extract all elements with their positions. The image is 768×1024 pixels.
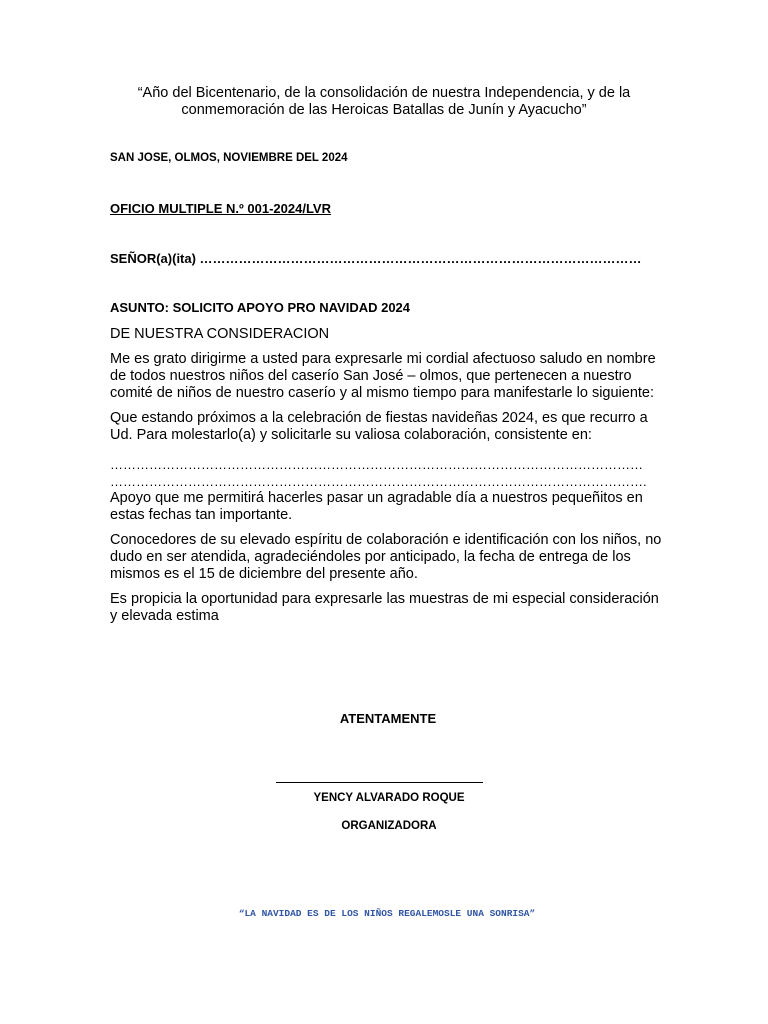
header-motto: “Año del Bicentenario, de la consolidación de nuestra Independencia, y de la conmemoración de las Heroicas Batallas de Junín y Ayacucho” [137, 85, 631, 118]
addressee-line: SEÑOR(a)(ita) ………………………………………………………………………………………… [110, 251, 642, 266]
salutation: DE NUESTRA CONSIDERACION [110, 326, 330, 342]
fill-line-1: …………………………………………………………………………………………………………… [110, 457, 643, 472]
fill-line-2: ……………………………………………………………………………………………………………. [110, 474, 647, 489]
body-paragraph-2: Que estando próximos a la celebración de fiestas navideñas 2024, es que recurro a Ud. Para molestarlo(a) y solicitarle su valiosa colaboración, consistente en: [110, 410, 648, 443]
place-date: SAN JOSE, OLMOS, NOVIEMBRE DEL 2024 [110, 152, 348, 164]
body-paragraph-3: Apoyo que me permitirá hacerles pasar un agradable día a nuestros pequeñitos en estas fechas tan importante. [110, 490, 643, 523]
footer-quote: “LA NAVIDAD ES DE LOS NIÑOS REGALEMOSLE UNA SONRISA” [238, 908, 536, 919]
signer-name: YENCY ALVARADO ROQUE [313, 792, 465, 804]
body-paragraph-4: Conocedores de su elevado espíritu de colaboración e identificación con los niños, no dudo en ser atendida, agradeciéndoles por anticipado, la fecha de entrega de los mismos es el 15 de diciembre del presente año. [110, 532, 662, 582]
body-paragraph-1: Me es grato dirigirme a usted para expresarle mi cordial afectuoso saludo en nombre de todos nuestros niños del caserío San José – olmos, que pertenecen a nuestro comité de niños de nuestro caserío y al mismo tiempo para manifestarle lo siguiente: [110, 351, 656, 401]
sign-off: ATENTAMENTE [339, 711, 437, 726]
body-paragraph-5: Es propicia la oportunidad para expresarle las muestras de mi especial consideración y elevada estima [110, 591, 659, 624]
signer-role: ORGANIZADORA [341, 820, 437, 832]
signature-line [276, 782, 483, 783]
subject-line: ASUNTO: SOLICITO APOYO PRO NAVIDAD 2024 [110, 300, 411, 315]
document-reference: OFICIO MULTIPLE N.º 001-2024/LVR [110, 201, 331, 216]
letter-body [110, 326, 662, 633]
fill-in-lines [110, 456, 662, 490]
